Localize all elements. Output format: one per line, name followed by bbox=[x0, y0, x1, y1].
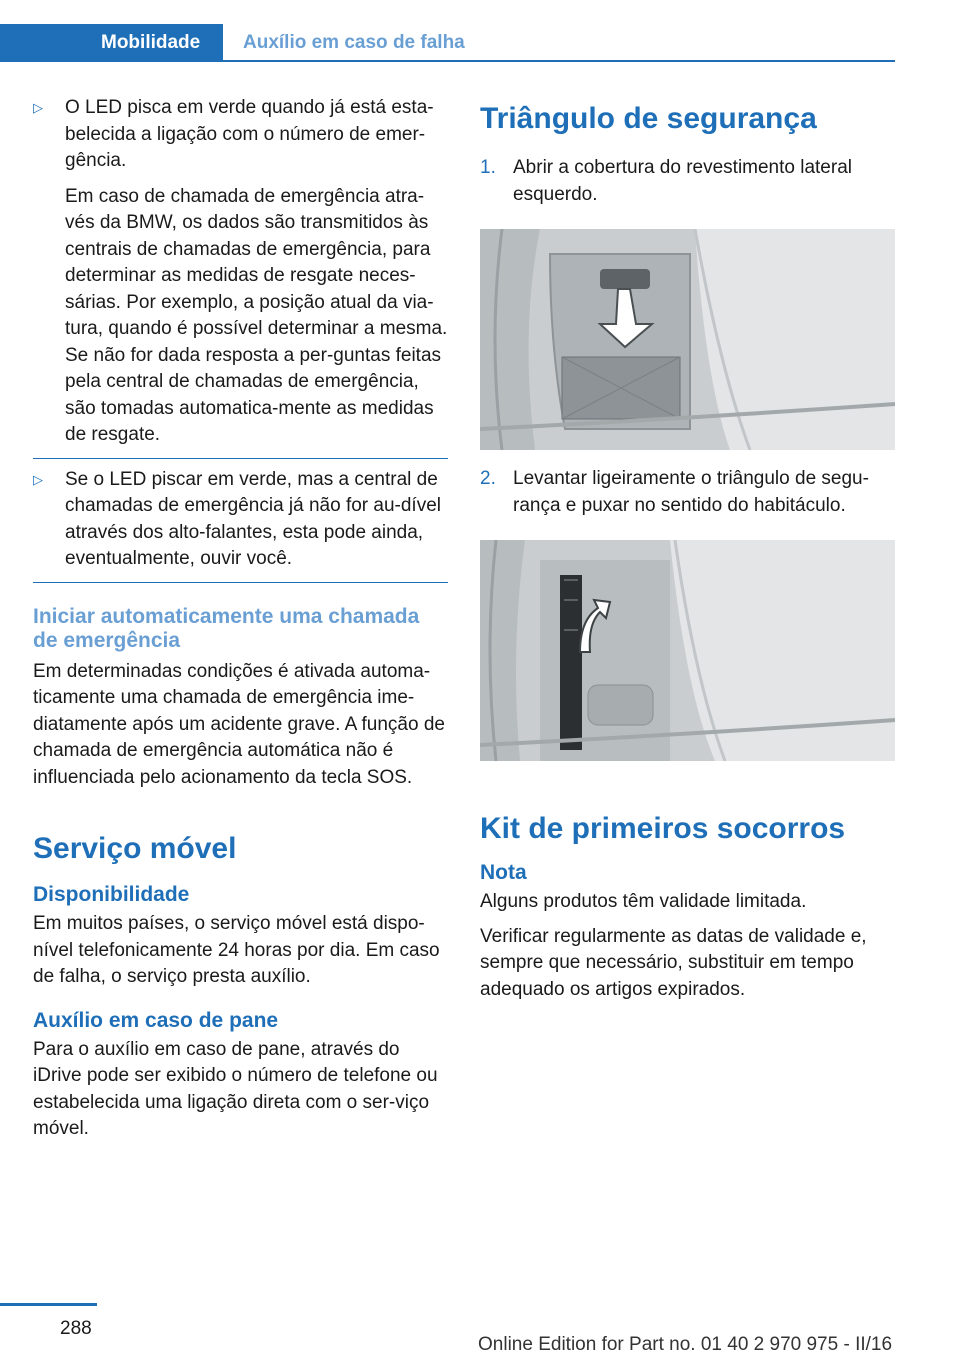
first-aid-heading: Kit de primeiros socorros bbox=[480, 812, 846, 845]
triangle-bullet-icon: ▷ bbox=[33, 471, 43, 487]
mobile-service-heading: Serviço móvel bbox=[33, 832, 237, 865]
list-item bbox=[33, 467, 448, 573]
step-text: Levantar ligeiramente o triângulo de segu-rança e puxar no sentido do habitáculo. bbox=[513, 468, 869, 516]
chapter-tab: Auxílio em caso de falha bbox=[243, 32, 465, 53]
bullet-paragraph: O LED pisca em verde quando já está esta-belecida a ligação com o número de emer-gência. bbox=[65, 97, 434, 171]
availability-text: Em muitos países, o serviço móvel está dispo-nível telefonicamente 24 horas por dia. Em caso de falha, o serviço presta auxílio. bbox=[33, 913, 440, 987]
check-text: Verificar regularmente as datas de validade e, sempre que necessário, substituir em tempo adequado os artigos expirados. bbox=[480, 925, 867, 1000]
divider bbox=[33, 458, 448, 459]
triangle-heading: Triângulo de segurança bbox=[480, 102, 817, 135]
bullet-paragraph: Em caso de chamada de emergência atra-vés da BMW, os dados são transmitidos às centrais de chamadas de emergência, para determinar as medidas de resgate neces-sárias. Por exemplo, a posição atual da via-tura, quando é possível determinar a mesma. Se não for dada resposta a per-guntas feitas pela central de chamadas de emergência, são tomadas automatica-mente as medidas de resgate. bbox=[65, 185, 448, 445]
breakdown-heading: Auxílio em caso de pane bbox=[33, 1008, 279, 1032]
step-text: Abrir a cobertura do revestimento lateral esquerdo. bbox=[513, 157, 852, 205]
right-column bbox=[480, 95, 895, 1003]
warning-triangle-figure bbox=[480, 540, 895, 761]
note-heading: Nota bbox=[480, 861, 527, 884]
auto-call-heading: Iniciar automaticamente uma chamada de emergência bbox=[33, 604, 420, 652]
page-number: 288 bbox=[60, 1318, 92, 1339]
warning-triangle-illustration bbox=[480, 540, 895, 761]
footer-rule bbox=[0, 1303, 97, 1306]
edition-note: Online Edition for Part no. 01 40 2 970 975 - II/16 bbox=[478, 1334, 893, 1355]
list-item bbox=[480, 155, 895, 208]
trunk-cover-figure bbox=[480, 229, 895, 450]
note-text: Alguns produtos têm validade limitada. bbox=[480, 891, 807, 912]
list-item bbox=[33, 95, 448, 449]
section-tab: Mobilidade bbox=[0, 24, 223, 62]
page-header bbox=[0, 24, 895, 62]
step-number: 2. bbox=[480, 468, 496, 489]
bullet-paragraph: Se o LED piscar em verde, mas a central de chamadas de emergência já não for au-dível através dos alto-falantes, esta pode ainda, eventualmente, ouvir você. bbox=[65, 468, 442, 569]
availability-heading: Disponibilidade bbox=[33, 883, 190, 906]
breakdown-text: Para o auxílio em caso de pane, através do iDrive pode ser exibido o número de telefone ou estabelecida uma ligação direta com o ser-viço móvel. bbox=[33, 1038, 438, 1139]
list-item bbox=[480, 466, 895, 519]
left-column bbox=[33, 95, 448, 1143]
divider bbox=[33, 582, 448, 583]
auto-call-text: Em determinadas condições é ativada automa-ticamente uma chamada de emergência ime-diatamente após um acidente grave. A função de chamada de emergência automática não é influenciada pelo acionamento da tecla SOS. bbox=[33, 660, 445, 788]
triangle-bullet-icon: ▷ bbox=[33, 100, 43, 115]
trunk-cover-illustration bbox=[480, 229, 895, 450]
step-number: 1. bbox=[480, 157, 496, 178]
